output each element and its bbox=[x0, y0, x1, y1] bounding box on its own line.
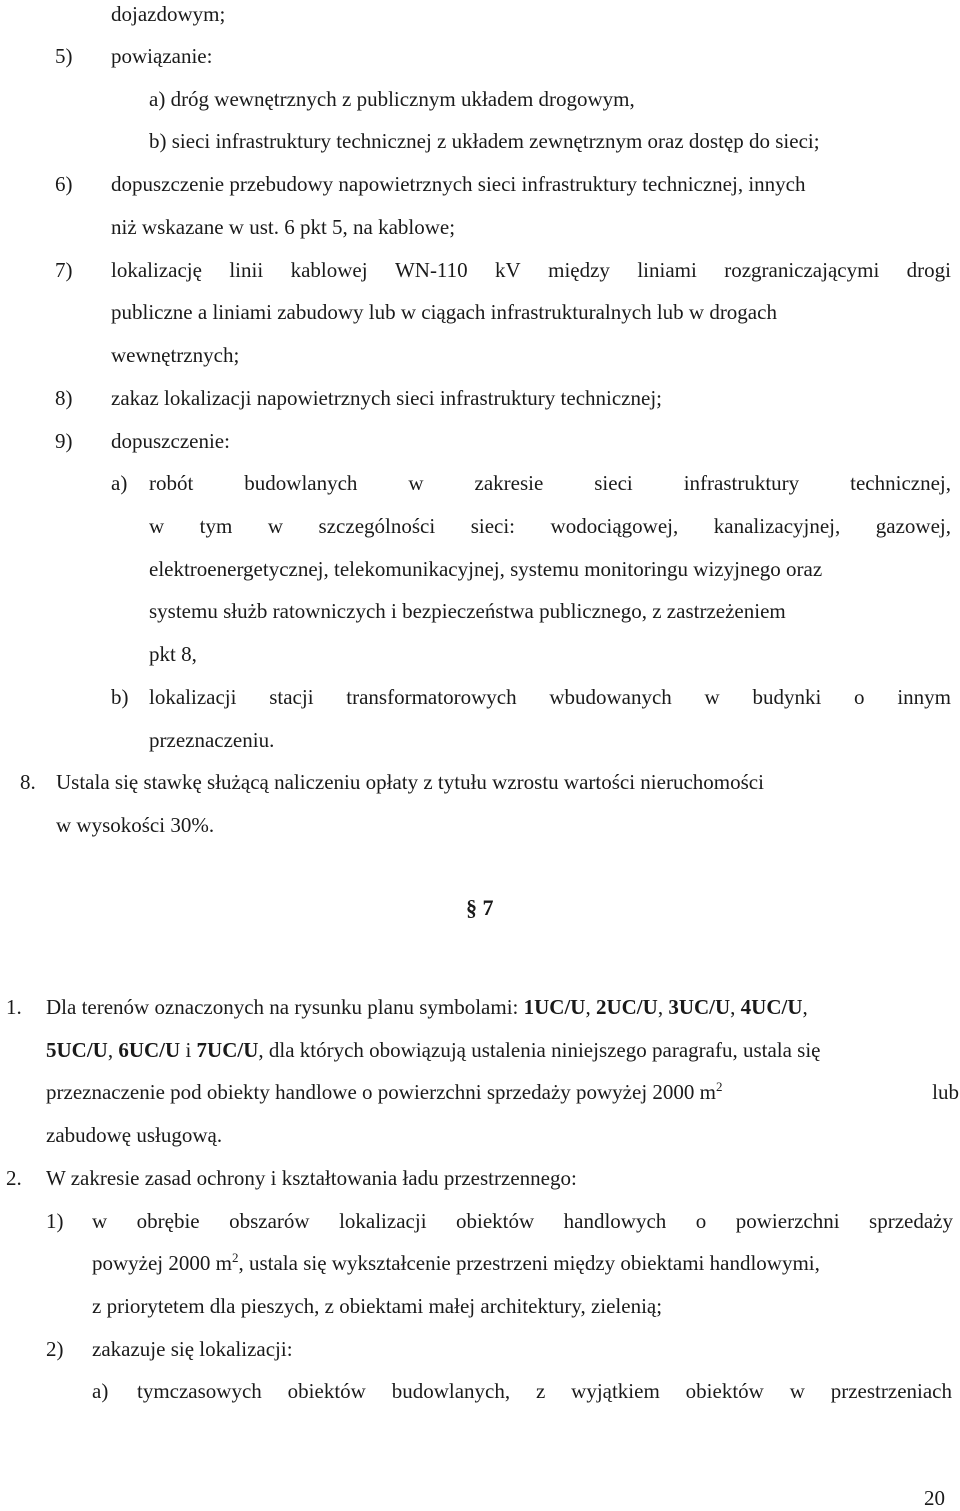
list-item-text: dopuszczenie: bbox=[111, 429, 230, 453]
sub-item-text: systemu służb ratowniczych i bezpieczeństwa publicznego, z zastrzeżeniem bbox=[149, 599, 786, 623]
list-item-text: wewnętrznych; bbox=[111, 343, 240, 367]
symbol-4uc: 4UC/U bbox=[740, 995, 803, 1019]
superscript: 2 bbox=[716, 1079, 723, 1094]
list-number: 8) bbox=[55, 386, 73, 410]
point-text: W zakresie zasad ochrony i kształtowania ładu przestrzennego: bbox=[46, 1166, 577, 1190]
sub-item-number: b) bbox=[111, 685, 129, 709]
symbol-6uc: 6UC/U bbox=[118, 1038, 181, 1062]
superscript: 2 bbox=[231, 1250, 239, 1265]
list-item-text bbox=[111, 257, 951, 283]
sub-item-text: przeznaczeniu. bbox=[149, 728, 275, 752]
point-number: 1. bbox=[6, 995, 22, 1019]
point-text: zabudowę usługową. bbox=[46, 1123, 223, 1147]
list-item-text: zakazuje się lokalizacji: bbox=[92, 1337, 293, 1361]
paragraph-line: dojazdowym; bbox=[111, 2, 226, 26]
word: kV bbox=[495, 258, 521, 282]
word: między bbox=[548, 258, 610, 282]
symbol-5uc: 5UC/U bbox=[46, 1038, 108, 1062]
sub-item-a: a) dróg wewnętrznych z publicznym układem drogowym, bbox=[149, 87, 635, 111]
point-number: 2. bbox=[6, 1166, 22, 1190]
symbol-7uc: 7UC/U bbox=[196, 1038, 259, 1062]
word: kablowej bbox=[290, 258, 368, 282]
text-run bbox=[46, 1079, 723, 1105]
list-item-text: zakaz lokalizacji napowietrznych sieci infrastruktury technicznej; bbox=[111, 386, 662, 410]
section-sign: § bbox=[466, 895, 477, 920]
text-run: lub bbox=[932, 1080, 959, 1104]
list-item-text: w obrębie obszarów lokalizacji obiektów handlowych o powierzchni sprzedaży bbox=[92, 1209, 953, 1233]
list-item-text bbox=[92, 1250, 820, 1276]
word: rozgraniczającymi bbox=[724, 258, 880, 282]
list-item-text: dopuszczenie przebudowy napowietrznych sieci infrastruktury technicznej, innych bbox=[111, 172, 806, 196]
text-run: przeznaczenie pod obiekty handlowe o powierzchni sprzedaży powyżej 2000 m bbox=[46, 1080, 716, 1104]
list-number: 9) bbox=[55, 429, 73, 453]
word: lokalizację bbox=[111, 258, 202, 282]
symbol-1uc: 1UC/U bbox=[523, 995, 586, 1019]
sub-item-text: pkt 8, bbox=[149, 642, 197, 666]
sub-item-text: robót budowlanych w zakresie sieci infrastruktury technicznej, bbox=[149, 471, 951, 495]
sub-item-number: a) bbox=[92, 1379, 109, 1403]
paragraph-text: Ustala się stawkę służącą naliczeniu opłaty z tytułu wzrostu wartości nieruchomości bbox=[56, 770, 764, 794]
point-text: Dla terenów oznaczonych na rysunku planu symbolami: 1UC/U, 2UC/U, 3UC/U, 4UC/U, bbox=[46, 995, 808, 1019]
list-number: 1) bbox=[46, 1209, 64, 1233]
list-item-text: z priorytetem dla pieszych, z obiektami małej architektury, zielenią; bbox=[92, 1294, 663, 1318]
list-number: 5) bbox=[55, 44, 73, 68]
page-number: 20 bbox=[924, 1486, 945, 1510]
sub-item-text: elektroenergetycznej, telekomunikacyjnej, systemu monitoringu wizyjnego oraz bbox=[149, 557, 823, 581]
sub-item-text: lokalizacji stacji transformatorowych wbudowanych w budynki o innym bbox=[149, 685, 951, 709]
paragraph-number: 8. bbox=[20, 770, 36, 794]
text-run: , dla których obowiązują ustalenia niniejszego paragrafu, ustala się bbox=[258, 1038, 821, 1062]
section-number: 7 bbox=[482, 895, 494, 920]
text-run: powyżej 2000 m bbox=[92, 1251, 232, 1275]
word: linii bbox=[229, 258, 264, 282]
paragraph-text: w wysokości 30%. bbox=[56, 813, 215, 837]
list-item-text: niż wskazane w ust. 6 pkt 5, na kablowe; bbox=[111, 215, 456, 239]
point-text: 5UC/U, 6UC/U i 7UC/U, dla których obowiązują ustalenia niniejszego paragrafu, ustala się bbox=[46, 1038, 821, 1062]
word: WN-110 bbox=[394, 258, 468, 282]
list-item-text: powiązanie: bbox=[111, 44, 213, 68]
list-number: 2) bbox=[46, 1337, 64, 1361]
sub-item-text: w tym w szczególności sieci: wodociągowej, kanalizacyjnej, gazowej, bbox=[149, 514, 951, 538]
list-number: 6) bbox=[55, 172, 73, 196]
text-run: Dla terenów oznaczonych na rysunku planu symbolami: bbox=[46, 995, 519, 1019]
symbol-2uc: 2UC/U bbox=[595, 995, 658, 1019]
word: drogi bbox=[906, 258, 951, 282]
point-text bbox=[46, 1079, 959, 1105]
sub-item-text: tymczasowych obiektów budowlanych, z wyjątkiem obiektów w przestrzeniach bbox=[137, 1379, 952, 1403]
word: liniami bbox=[637, 258, 697, 282]
section-heading bbox=[466, 895, 494, 921]
list-item-text: publiczne a liniami zabudowy lub w ciągach infrastrukturalnych lub w drogach bbox=[111, 300, 777, 324]
text-run: , ustala się wykształcenie przestrzeni między obiektami handlowymi, bbox=[238, 1251, 820, 1275]
list-number: 7) bbox=[55, 258, 73, 282]
sub-item-number: a) bbox=[111, 471, 128, 495]
symbol-3uc: 3UC/U bbox=[668, 995, 731, 1019]
sub-item-b: b) sieci infrastruktury technicznej z układem zewnętrznym oraz dostęp do sieci; bbox=[149, 129, 820, 153]
